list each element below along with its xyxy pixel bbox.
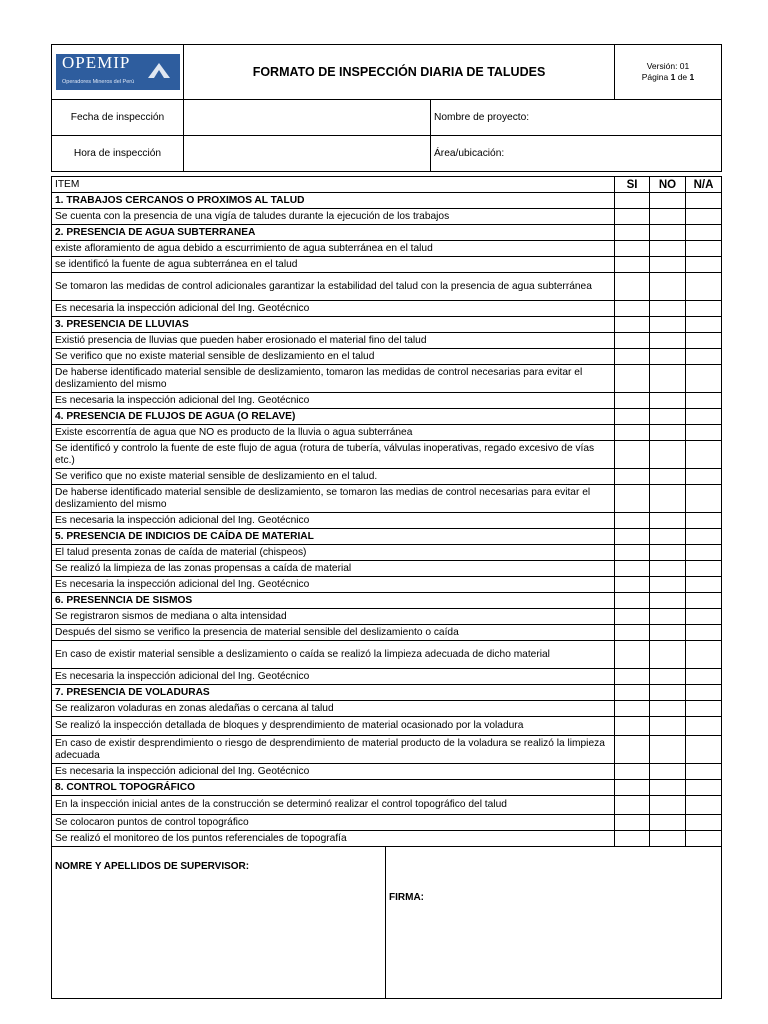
si-checkbox-cell[interactable] [615, 561, 650, 577]
checklist-item-text: Se identificó y controlo la fuente de este flujo de agua (rotura de tubería, válvulas inoperativas, regado excesivo de vías etc.) [52, 441, 615, 469]
checklist-item-row [52, 625, 722, 641]
hora-label: Hora de inspección [52, 136, 184, 172]
section-row [52, 409, 722, 425]
section-title: 6. PRESENNCIA DE SISMOS [52, 593, 615, 609]
no-checkbox-cell[interactable] [650, 349, 686, 365]
logo-subtitle: Operadores Mineros del Perú [62, 79, 135, 85]
checklist-item-row [52, 764, 722, 780]
section-blank-cell [686, 529, 722, 545]
na-column-header: N/A [686, 177, 722, 193]
checklist-item-row [52, 273, 722, 301]
section-blank-cell [615, 593, 650, 609]
no-checkbox-cell[interactable] [650, 625, 686, 641]
fecha-label: Fecha de inspección [52, 100, 184, 136]
checklist-item-row [52, 349, 722, 365]
checklist-item-text: El talud presenta zonas de caída de material (chispeos) [52, 545, 615, 561]
checklist-item-row [52, 485, 722, 513]
si-column-header: SI [615, 177, 650, 193]
section-title: 2. PRESENCIA DE AGUA SUBTERRANEA [52, 225, 615, 241]
no-checkbox-cell[interactable] [650, 441, 686, 469]
signature-block [51, 846, 722, 999]
section-blank-cell [650, 409, 686, 425]
si-checkbox-cell[interactable] [615, 349, 650, 365]
inspection-form [51, 44, 721, 999]
na-checkbox-cell[interactable] [686, 273, 722, 301]
checklist-item-row [52, 365, 722, 393]
section-blank-cell [615, 225, 650, 241]
si-checkbox-cell[interactable] [615, 717, 650, 736]
no-checkbox-cell[interactable] [650, 513, 686, 529]
checklist-item-text: En caso de existir desprendimiento o riesgo de desprendimiento de material producto de la voladura se realizó la limpieza adecuada [52, 736, 615, 764]
no-checkbox-cell[interactable] [650, 831, 686, 847]
checklist-item-row [52, 831, 722, 847]
hora-field[interactable] [184, 136, 431, 172]
si-checkbox-cell[interactable] [615, 333, 650, 349]
checklist-item-text: En la inspección inicial antes de la construcción se determinó realizar el control topográfico del talud [52, 796, 615, 815]
version-cell [615, 45, 722, 100]
na-checkbox-cell[interactable] [686, 609, 722, 625]
si-checkbox-cell[interactable] [615, 577, 650, 593]
no-checkbox-cell[interactable] [650, 717, 686, 736]
checklist-item-text: Es necesaria la inspección adicional del Ing. Geotécnico [52, 513, 615, 529]
checklist-item-text: Es necesaria la inspección adicional del Ing. Geotécnico [52, 301, 615, 317]
si-checkbox-cell[interactable] [615, 301, 650, 317]
checklist-item-text: Existe escorrentía de agua que NO es producto de la lluvia o agua subterránea [52, 425, 615, 441]
checklist-item-text: De haberse identificado material sensible de deslizamiento, tomaron las medidas de control necesarias para evitar el deslizamiento del mismo [52, 365, 615, 393]
checklist-item-text: Se realizaron voladuras en zonas aledañas o cercana al talud [52, 701, 615, 717]
no-checkbox-cell[interactable] [650, 301, 686, 317]
section-blank-cell [650, 780, 686, 796]
si-checkbox-cell[interactable] [615, 393, 650, 409]
na-checkbox-cell[interactable] [686, 561, 722, 577]
no-checkbox-cell[interactable] [650, 764, 686, 780]
checklist-item-row [52, 393, 722, 409]
checklist-item-text: Existió presencia de lluvias que pueden haber erosionado el material fino del talud [52, 333, 615, 349]
checklist-item-text: Se cuenta con la presencia de una vigía de taludes durante la ejecución de los trabajos [52, 209, 615, 225]
section-blank-cell [686, 409, 722, 425]
no-checkbox-cell[interactable] [650, 425, 686, 441]
section-row [52, 780, 722, 796]
na-checkbox-cell[interactable] [686, 301, 722, 317]
no-checkbox-cell[interactable] [650, 815, 686, 831]
checklist-item-text: Se realizó la inspección detallada de bloques y desprendimiento de material ocasionado por la voladura [52, 717, 615, 736]
no-checkbox-cell[interactable] [650, 469, 686, 485]
na-checkbox-cell[interactable] [686, 513, 722, 529]
section-blank-cell [686, 193, 722, 209]
si-checkbox-cell[interactable] [615, 425, 650, 441]
section-blank-cell [686, 593, 722, 609]
section-row [52, 529, 722, 545]
na-checkbox-cell[interactable] [686, 441, 722, 469]
na-checkbox-cell[interactable] [686, 717, 722, 736]
checklist-item-row [52, 425, 722, 441]
checklist-item-row [52, 469, 722, 485]
checklist-item-row [52, 301, 722, 317]
logo-cell [52, 45, 184, 100]
company-logo [56, 54, 180, 90]
si-checkbox-cell[interactable] [615, 441, 650, 469]
section-title: 4. PRESENCIA DE FLUJOS DE AGUA (O RELAVE) [52, 409, 615, 425]
si-checkbox-cell[interactable] [615, 241, 650, 257]
no-checkbox-cell[interactable] [650, 257, 686, 273]
si-checkbox-cell[interactable] [615, 485, 650, 513]
section-row [52, 317, 722, 333]
checklist-item-text: Se realizó la limpieza de las zonas propensas a caída de material [52, 561, 615, 577]
si-checkbox-cell[interactable] [615, 609, 650, 625]
na-checkbox-cell[interactable] [686, 815, 722, 831]
na-checkbox-cell[interactable] [686, 545, 722, 561]
section-blank-cell [686, 685, 722, 701]
checklist-item-text: Se tomaron las medidas de control adicionales garantizar la estabilidad del talud con la presencia de agua subterránea [52, 273, 615, 301]
na-checkbox-cell[interactable] [686, 669, 722, 685]
checklist-item-row [52, 545, 722, 561]
no-checkbox-cell[interactable] [650, 209, 686, 225]
version-label: Versión: 01 [646, 61, 690, 71]
checklist-table [51, 176, 722, 847]
no-checkbox-cell[interactable] [650, 669, 686, 685]
na-checkbox-cell[interactable] [686, 577, 722, 593]
section-blank-cell [650, 593, 686, 609]
na-checkbox-cell[interactable] [686, 241, 722, 257]
checklist-item-row [52, 736, 722, 764]
checklist-item-row [52, 717, 722, 736]
na-checkbox-cell[interactable] [686, 333, 722, 349]
no-column-header: NO [650, 177, 686, 193]
checklist-item-row [52, 641, 722, 669]
checklist-item-text: Es necesaria la inspección adicional del Ing. Geotécnico [52, 577, 615, 593]
checklist-item-row [52, 577, 722, 593]
si-checkbox-cell[interactable] [615, 469, 650, 485]
item-column-header: ITEM [52, 177, 615, 193]
checklist-item-text: Se colocaron puntos de control topográfico [52, 815, 615, 831]
section-blank-cell [650, 317, 686, 333]
section-title: 7. PRESENCIA DE VOLADURAS [52, 685, 615, 701]
fecha-field[interactable] [184, 100, 431, 136]
section-blank-cell [615, 193, 650, 209]
logo-text: OPEMIP [62, 53, 131, 72]
inspection-info [51, 99, 722, 172]
proyecto-field[interactable]: Nombre de proyecto: [431, 100, 722, 136]
section-blank-cell [615, 780, 650, 796]
no-checkbox-cell[interactable] [650, 641, 686, 669]
si-checkbox-cell[interactable] [615, 545, 650, 561]
section-title: 8. CONTROL TOPOGRÁFICO [52, 780, 615, 796]
checklist-header-row [52, 177, 722, 193]
section-row [52, 225, 722, 241]
checklist-item-row [52, 257, 722, 273]
checklist-item-text: se identificó la fuente de agua subterránea en el talud [52, 257, 615, 273]
si-checkbox-cell[interactable] [615, 209, 650, 225]
section-row [52, 593, 722, 609]
area-field[interactable]: Área/ubicación: [431, 136, 722, 172]
si-checkbox-cell[interactable] [615, 365, 650, 393]
si-checkbox-cell[interactable] [615, 513, 650, 529]
section-blank-cell [650, 225, 686, 241]
checklist-item-row [52, 441, 722, 469]
no-checkbox-cell[interactable] [650, 736, 686, 764]
section-row [52, 193, 722, 209]
checklist-item-row [52, 513, 722, 529]
no-checkbox-cell[interactable] [650, 241, 686, 257]
checklist-item-text: existe afloramiento de agua debido a escurrimiento de agua subterránea en el talud [52, 241, 615, 257]
checklist-item-row [52, 609, 722, 625]
checklist-item-row [52, 561, 722, 577]
section-blank-cell [686, 780, 722, 796]
checklist-item-row [52, 701, 722, 717]
si-checkbox-cell[interactable] [615, 669, 650, 685]
si-checkbox-cell[interactable] [615, 641, 650, 669]
section-blank-cell [615, 409, 650, 425]
section-blank-cell [650, 529, 686, 545]
na-checkbox-cell[interactable] [686, 764, 722, 780]
section-blank-cell [686, 225, 722, 241]
checklist-item-text: Es necesaria la inspección adicional del Ing. Geotécnico [52, 669, 615, 685]
checklist-item-text: Es necesaria la inspección adicional del Ing. Geotécnico [52, 764, 615, 780]
no-checkbox-cell[interactable] [650, 701, 686, 717]
si-checkbox-cell[interactable] [615, 831, 650, 847]
checklist-item-text: En caso de existir material sensible a deslizamiento o caída se realizó la limpieza adecuada de dicho material [52, 641, 615, 669]
na-checkbox-cell[interactable] [686, 625, 722, 641]
checklist-item-row [52, 669, 722, 685]
section-row [52, 685, 722, 701]
na-checkbox-cell[interactable] [686, 349, 722, 365]
na-checkbox-cell[interactable] [686, 393, 722, 409]
no-checkbox-cell[interactable] [650, 273, 686, 301]
na-checkbox-cell[interactable] [686, 425, 722, 441]
section-blank-cell [615, 685, 650, 701]
firma-field[interactable]: FIRMA: [386, 847, 722, 999]
si-checkbox-cell[interactable] [615, 764, 650, 780]
no-checkbox-cell[interactable] [650, 333, 686, 349]
checklist-item-text: De haberse identificado material sensible de deslizamiento, se tomaron las medias de control necesarias para evitar el deslizamiento del mismo [52, 485, 615, 513]
form-title: FORMATO DE INSPECCIÓN DIARIA DE TALUDES [184, 45, 615, 100]
checklist-item-row [52, 241, 722, 257]
si-checkbox-cell[interactable] [615, 796, 650, 815]
section-blank-cell [650, 685, 686, 701]
no-checkbox-cell[interactable] [650, 485, 686, 513]
no-checkbox-cell[interactable] [650, 365, 686, 393]
section-blank-cell [650, 193, 686, 209]
page-indicator: Página 1 de 1 [641, 72, 695, 82]
no-checkbox-cell[interactable] [650, 545, 686, 561]
na-checkbox-cell[interactable] [686, 736, 722, 764]
checklist-item-text: Se verifico que no existe material sensible de deslizamiento en el talud. [52, 469, 615, 485]
si-checkbox-cell[interactable] [615, 273, 650, 301]
checklist-item-text: Se verifico que no existe material sensible de deslizamiento en el talud [52, 349, 615, 365]
checklist-item-row [52, 333, 722, 349]
section-title: 5. PRESENCIA DE INDICIOS DE CAÍDA DE MATERIAL [52, 529, 615, 545]
checklist-item-row [52, 209, 722, 225]
si-checkbox-cell[interactable] [615, 625, 650, 641]
supervisor-field[interactable]: NOMRE Y APELLIDOS DE SUPERVISOR: [52, 847, 386, 999]
section-title: 3. PRESENCIA DE LLUVIAS [52, 317, 615, 333]
na-checkbox-cell[interactable] [686, 701, 722, 717]
no-checkbox-cell[interactable] [650, 796, 686, 815]
na-checkbox-cell[interactable] [686, 469, 722, 485]
na-checkbox-cell[interactable] [686, 831, 722, 847]
section-blank-cell [615, 317, 650, 333]
section-blank-cell [686, 317, 722, 333]
no-checkbox-cell[interactable] [650, 609, 686, 625]
checklist-item-text: Después del sismo se verifico la presencia de material sensible del deslizamiento o caída [52, 625, 615, 641]
si-checkbox-cell[interactable] [615, 257, 650, 273]
checklist-item-row [52, 796, 722, 815]
si-checkbox-cell[interactable] [615, 701, 650, 717]
section-title: 1. TRABAJOS CERCANOS O PROXIMOS AL TALUD [52, 193, 615, 209]
na-checkbox-cell[interactable] [686, 365, 722, 393]
na-checkbox-cell[interactable] [686, 209, 722, 225]
section-blank-cell [615, 529, 650, 545]
si-checkbox-cell[interactable] [615, 736, 650, 764]
na-checkbox-cell[interactable] [686, 257, 722, 273]
checklist-item-text: Es necesaria la inspección adicional del Ing. Geotécnico [52, 393, 615, 409]
na-checkbox-cell[interactable] [686, 796, 722, 815]
na-checkbox-cell[interactable] [686, 485, 722, 513]
no-checkbox-cell[interactable] [650, 393, 686, 409]
form-header [51, 44, 722, 100]
checklist-item-text: Se registraron sismos de mediana o alta intensidad [52, 609, 615, 625]
si-checkbox-cell[interactable] [615, 815, 650, 831]
checklist-item-row [52, 815, 722, 831]
na-checkbox-cell[interactable] [686, 641, 722, 669]
mountain-icon [146, 60, 172, 80]
no-checkbox-cell[interactable] [650, 561, 686, 577]
no-checkbox-cell[interactable] [650, 577, 686, 593]
checklist-item-text: Se realizó el monitoreo de los puntos referenciales de topografía [52, 831, 615, 847]
